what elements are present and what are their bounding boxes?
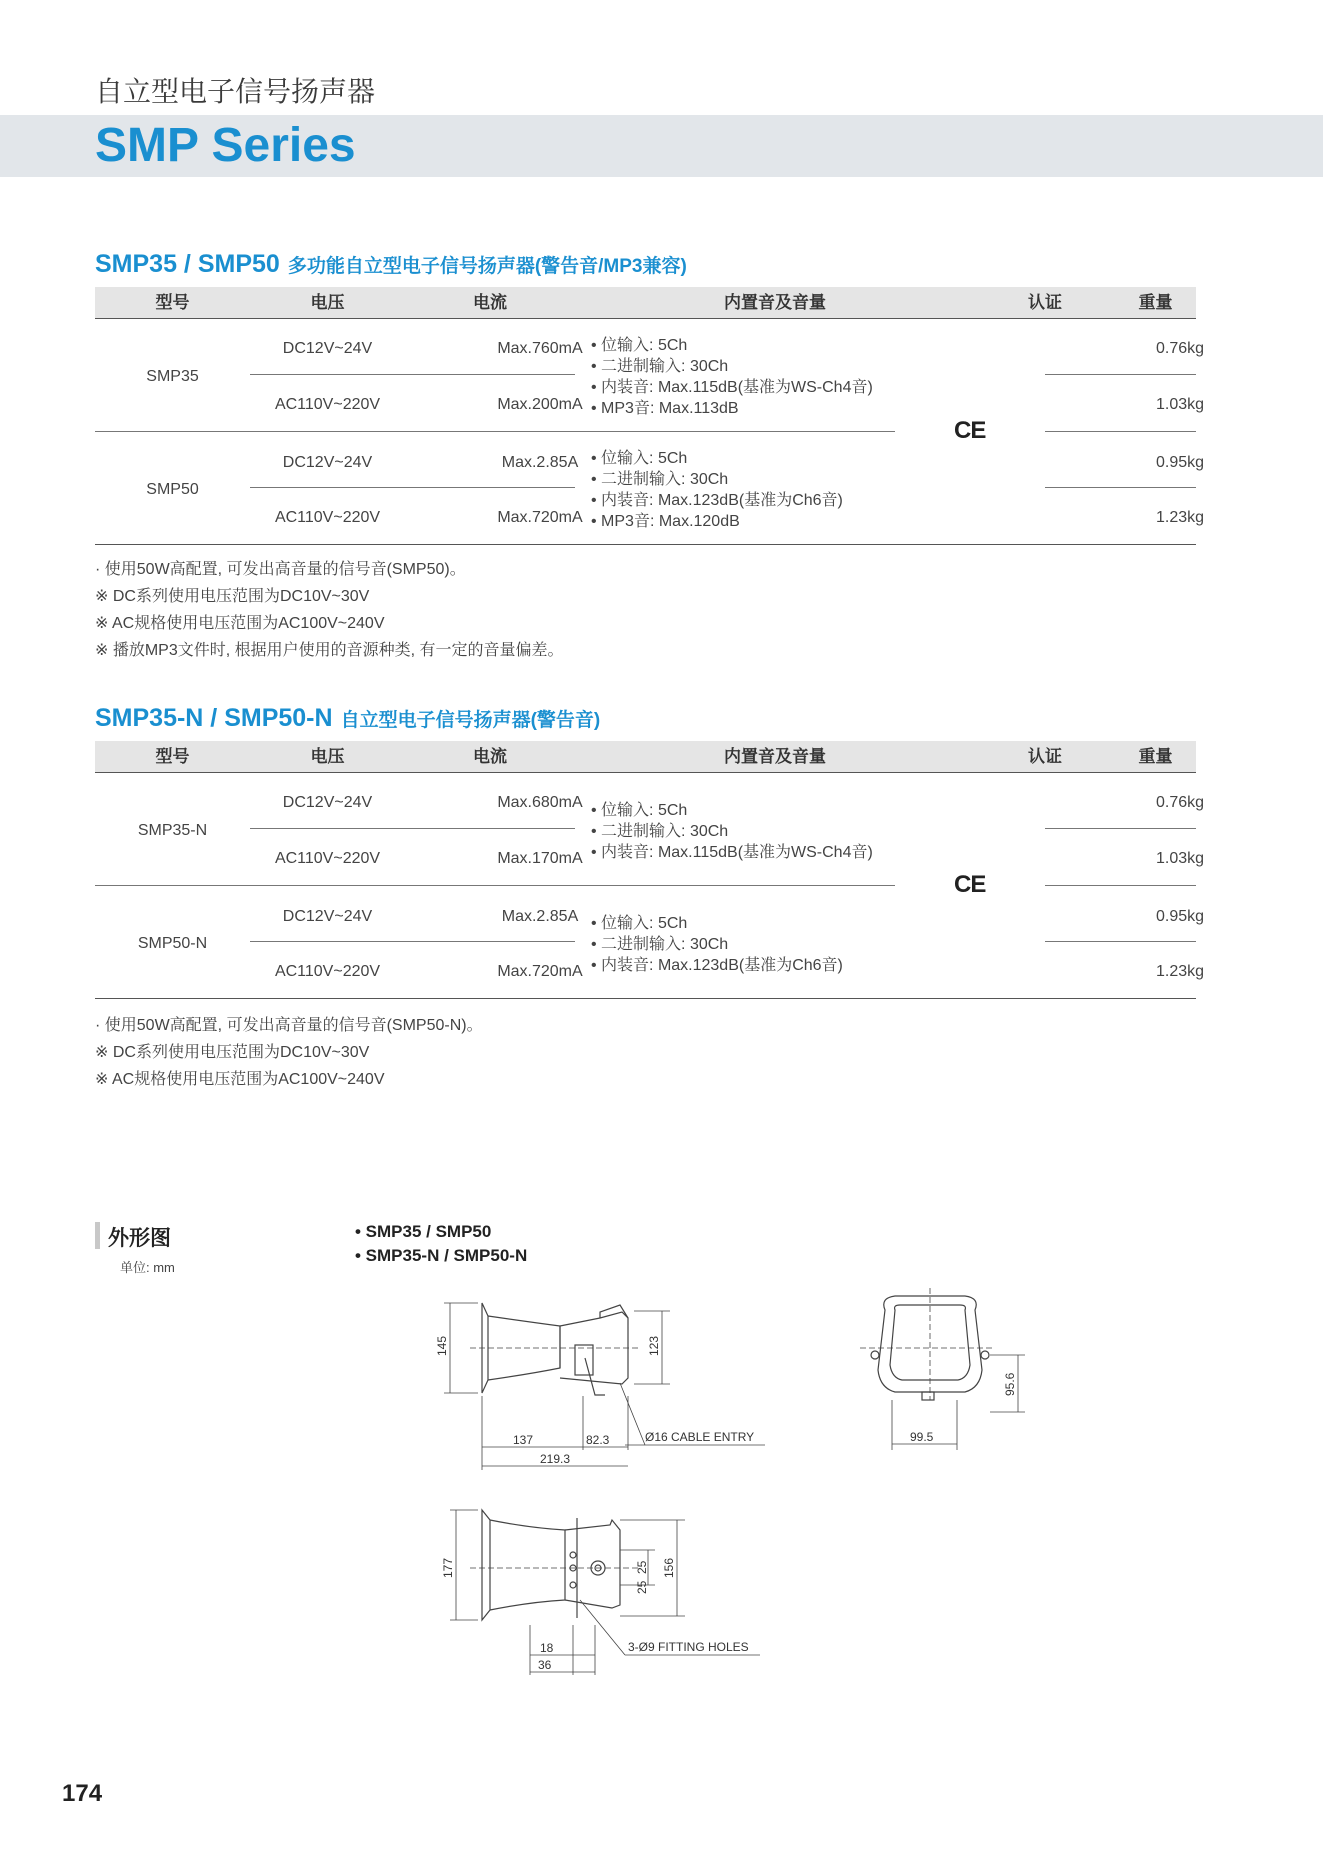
current-cell: Max.2.85A bbox=[501, 454, 579, 471]
note: ※ DC系列使用电压范围为DC10V~30V bbox=[95, 588, 370, 605]
model-cell: SMP35 bbox=[146, 368, 199, 385]
col-model: 型号 bbox=[155, 293, 190, 312]
dim-label: 137 bbox=[513, 1433, 534, 1447]
note: ※ AC规格使用电压范围为AC100V~240V bbox=[95, 1071, 385, 1088]
side-view-drawing bbox=[470, 1303, 640, 1395]
model-cell: SMP50-N bbox=[137, 935, 208, 952]
category-subtitle: 自立型电子信号扬声器 bbox=[95, 76, 376, 107]
section1-desc: 多功能自立型电子信号扬声器(警告音/MP3兼容) bbox=[287, 256, 687, 277]
feature-item: • 位输入: 5Ch bbox=[591, 337, 688, 354]
current-cell: Max.680mA bbox=[497, 794, 583, 811]
current-cell: Max.2.85A bbox=[501, 908, 579, 925]
voltage-cell: AC110V~220V bbox=[274, 963, 381, 980]
voltage-cell: AC110V~220V bbox=[274, 396, 381, 413]
col-cert: 认证 bbox=[1028, 747, 1062, 766]
feature-item: • 二进制输入: 30Ch bbox=[591, 358, 729, 375]
model-cell: SMP50 bbox=[146, 481, 199, 498]
weight-cell: 0.76kg bbox=[1155, 340, 1205, 357]
front-view-drawing bbox=[860, 1288, 995, 1400]
col-sound: 内置音及音量 bbox=[724, 293, 826, 312]
weight-cell: 1.03kg bbox=[1155, 850, 1205, 867]
col-sound: 内置音及音量 bbox=[724, 747, 826, 766]
feature-item: • MP3音: Max.113dB bbox=[591, 400, 739, 417]
series-title: SMP Series bbox=[95, 119, 356, 172]
weight-cell: 0.95kg bbox=[1155, 454, 1205, 471]
voltage-cell: DC12V~24V bbox=[282, 908, 373, 925]
dim-label: 123 bbox=[647, 1335, 661, 1356]
section2-desc: 自立型电子信号扬声器(警告音) bbox=[340, 710, 601, 731]
col-current: 电流 bbox=[473, 293, 507, 312]
col-weight: 重量 bbox=[1138, 747, 1173, 766]
current-cell: Max.720mA bbox=[497, 509, 583, 526]
feature-item: • 位输入: 5Ch bbox=[591, 802, 688, 819]
feature-item: • MP3音: Max.120dB bbox=[591, 513, 740, 530]
dim-label: Ø16 CABLE ENTRY bbox=[645, 1430, 755, 1444]
note: · 使用50W高配置, 可发出高音量的信号音(SMP50)。 bbox=[95, 561, 466, 578]
feature-item: • 内装音: Max.115dB(基准为WS-Ch4音) bbox=[591, 844, 873, 861]
weight-cell: 0.76kg bbox=[1155, 794, 1205, 811]
dim-label: 219.3 bbox=[540, 1452, 571, 1466]
section1-title: SMP35 / SMP50 bbox=[95, 250, 280, 278]
feature-item: • 二进制输入: 30Ch bbox=[591, 823, 729, 840]
weight-cell: 1.03kg bbox=[1155, 396, 1205, 413]
weight-cell: 1.23kg bbox=[1155, 963, 1205, 980]
feature-item: • 位输入: 5Ch bbox=[591, 915, 688, 932]
weight-cell: 1.23kg bbox=[1155, 509, 1205, 526]
feature-item: • 位输入: 5Ch bbox=[591, 450, 688, 467]
note: ※ AC规格使用电压范围为AC100V~240V bbox=[95, 615, 385, 632]
dim-label: 3-Ø9 FITTING HOLES bbox=[628, 1640, 749, 1654]
feature-item: • 内装音: Max.123dB(基准为Ch6音) bbox=[591, 957, 843, 974]
dim-label: 177 bbox=[441, 1557, 455, 1578]
weight-cell: 0.95kg bbox=[1155, 908, 1205, 925]
current-cell: Max.720mA bbox=[497, 963, 583, 980]
col-weight: 重量 bbox=[1138, 293, 1173, 312]
dim-label: 145 bbox=[435, 1335, 449, 1356]
col-voltage: 电压 bbox=[310, 293, 345, 312]
feature-item: • 内装音: Max.123dB(基准为Ch6音) bbox=[591, 492, 843, 509]
col-model: 型号 bbox=[155, 747, 190, 766]
feature-item: • 二进制输入: 30Ch bbox=[591, 936, 729, 953]
dim-label: 82.3 bbox=[586, 1433, 610, 1447]
dim-label: 95.6 bbox=[1003, 1372, 1017, 1396]
voltage-cell: DC12V~24V bbox=[282, 340, 373, 357]
feature-item: • 内装音: Max.115dB(基准为WS-Ch4音) bbox=[591, 379, 873, 396]
dim-label: 99.5 bbox=[910, 1430, 934, 1444]
voltage-cell: DC12V~24V bbox=[282, 794, 373, 811]
note: · 使用50W高配置, 可发出高音量的信号音(SMP50-N)。 bbox=[95, 1017, 483, 1034]
dim-label: 18 bbox=[540, 1641, 554, 1655]
dim-label: 36 bbox=[538, 1658, 552, 1672]
page-number: 174 bbox=[62, 1780, 103, 1807]
voltage-cell: DC12V~24V bbox=[282, 454, 373, 471]
ce-mark: CE bbox=[954, 417, 986, 444]
note: ※ DC系列使用电压范围为DC10V~30V bbox=[95, 1044, 370, 1061]
ce-mark: CE bbox=[954, 871, 986, 898]
voltage-cell: AC110V~220V bbox=[274, 509, 381, 526]
col-cert: 认证 bbox=[1028, 293, 1062, 312]
dim-label: 156 bbox=[662, 1557, 676, 1578]
outline-title: 外形图 bbox=[108, 1227, 171, 1250]
voltage-cell: AC110V~220V bbox=[274, 850, 381, 867]
section2-title: SMP35-N / SMP50-N bbox=[95, 704, 333, 732]
current-cell: Max.760mA bbox=[497, 340, 583, 357]
top-view-drawing bbox=[470, 1510, 640, 1620]
current-cell: Max.170mA bbox=[497, 850, 583, 867]
model-label: • SMP35-N / SMP50-N bbox=[355, 1246, 528, 1265]
feature-item: • 二进制输入: 30Ch bbox=[591, 471, 729, 488]
unit-label: 单位: mm bbox=[120, 1260, 175, 1275]
current-cell: Max.200mA bbox=[497, 396, 583, 413]
model-cell: SMP35-N bbox=[137, 822, 208, 839]
col-current: 电流 bbox=[473, 747, 507, 766]
col-voltage: 电压 bbox=[310, 747, 345, 766]
dim-label: 25 bbox=[635, 1580, 649, 1594]
dim-label: 25 bbox=[635, 1560, 649, 1574]
note: ※ 播放MP3文件时, 根据用户使用的音源种类, 有一定的音量偏差。 bbox=[95, 642, 564, 659]
model-label: • SMP35 / SMP50 bbox=[355, 1222, 492, 1241]
